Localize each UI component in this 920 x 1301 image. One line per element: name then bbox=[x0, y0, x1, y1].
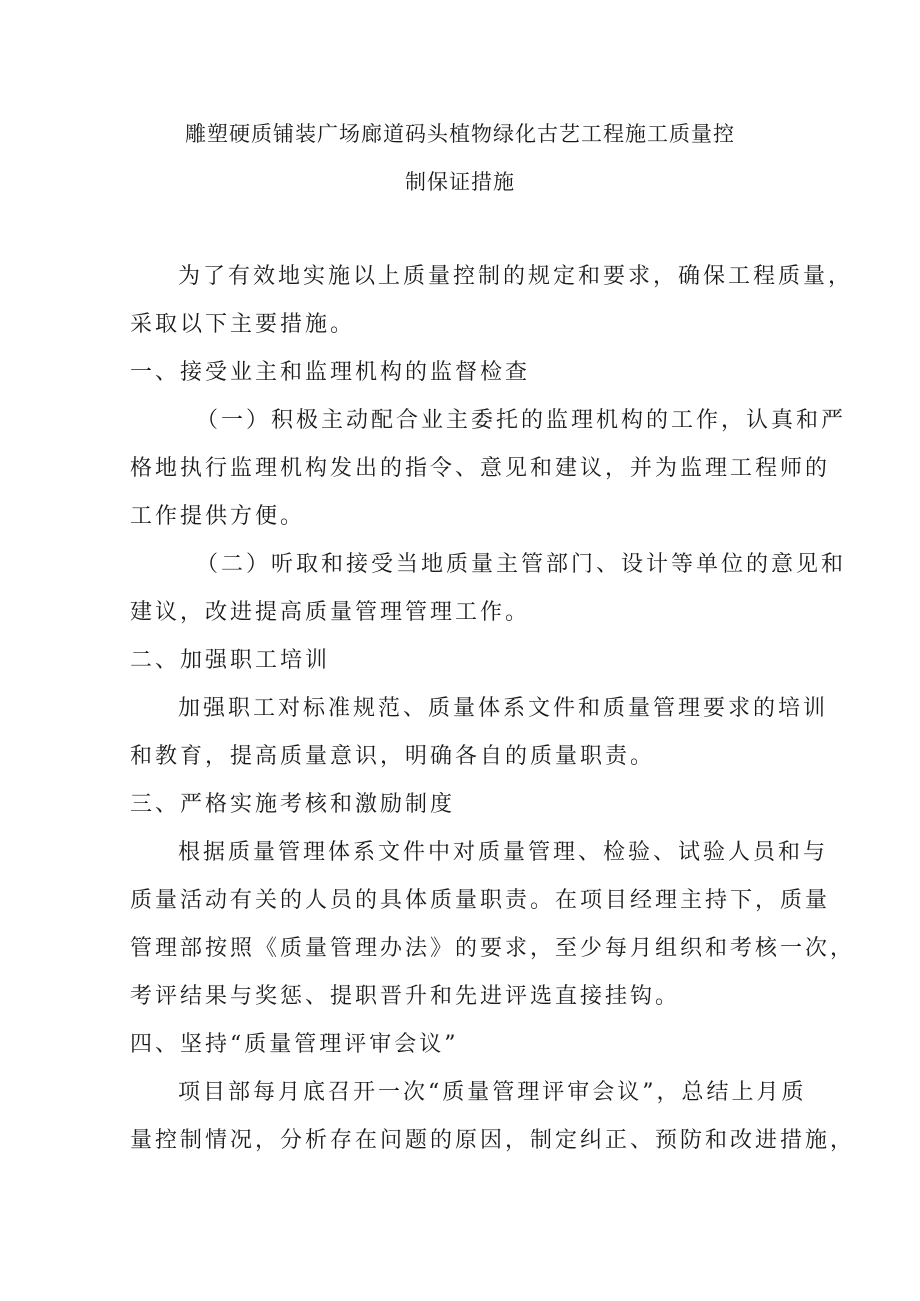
paragraph-line: （一）积极主动配合业主委托的监理机构的工作，认真和严 bbox=[196, 408, 847, 433]
section-heading-3: 三、严格实施考核和激励制度 bbox=[130, 792, 456, 817]
section-heading-1: 一、接受业主和监理机构的监督检查 bbox=[130, 360, 531, 385]
paragraph-line: 项目部每月底召开一次“质量管理评审会议”，总结上月质 bbox=[178, 1080, 807, 1105]
paragraph-line: 为了有效地实施以上质量控制的规定和要求，确保工程质量， bbox=[178, 264, 854, 289]
paragraph-line: 采取以下主要措施。 bbox=[130, 312, 356, 337]
section-heading-2: 二、加强职工培训 bbox=[130, 648, 331, 673]
paragraph-line: 工作提供方便。 bbox=[130, 504, 306, 529]
paragraph-line: 加强职工对标准规范、质量体系文件和质量管理要求的培训 bbox=[178, 696, 829, 721]
paragraph-line: 格地执行监理机构发出的指令、意见和建议，并为监理工程师的 bbox=[130, 456, 831, 481]
paragraph-line: 建议，改进提高质量管理管理工作。 bbox=[130, 600, 531, 625]
document-title-line-1: 雕塑硬质铺装广场廊道码头植物绿化古艺工程施工质量控 bbox=[185, 122, 735, 146]
paragraph-line: 根据质量管理体系文件中对质量管理、检验、试验人员和与 bbox=[178, 840, 829, 865]
paragraph-line: 和教育，提高质量意识，明确各自的质量职责。 bbox=[130, 744, 656, 769]
paragraph-line: 量控制情况，分析存在问题的原因，制定纠正、预防和改进措施， bbox=[130, 1128, 856, 1153]
document-title-line-2: 制保证措施 bbox=[405, 170, 515, 194]
paragraph-line: （二）听取和接受当地质量主管部门、设计等单位的意见和 bbox=[196, 552, 847, 577]
paragraph-line: 质量活动有关的人员的具体质量职责。在项目经理主持下，质量 bbox=[130, 888, 831, 913]
paragraph-line: 考评结果与奖惩、提职晋升和先进评选直接挂钩。 bbox=[130, 984, 681, 1009]
section-heading-4: 四、坚持“质量管理评审会议” bbox=[130, 1032, 459, 1057]
paragraph-line: 管理部按照《质量管理办法》的要求，至少每月组织和考核一次， bbox=[130, 936, 856, 961]
